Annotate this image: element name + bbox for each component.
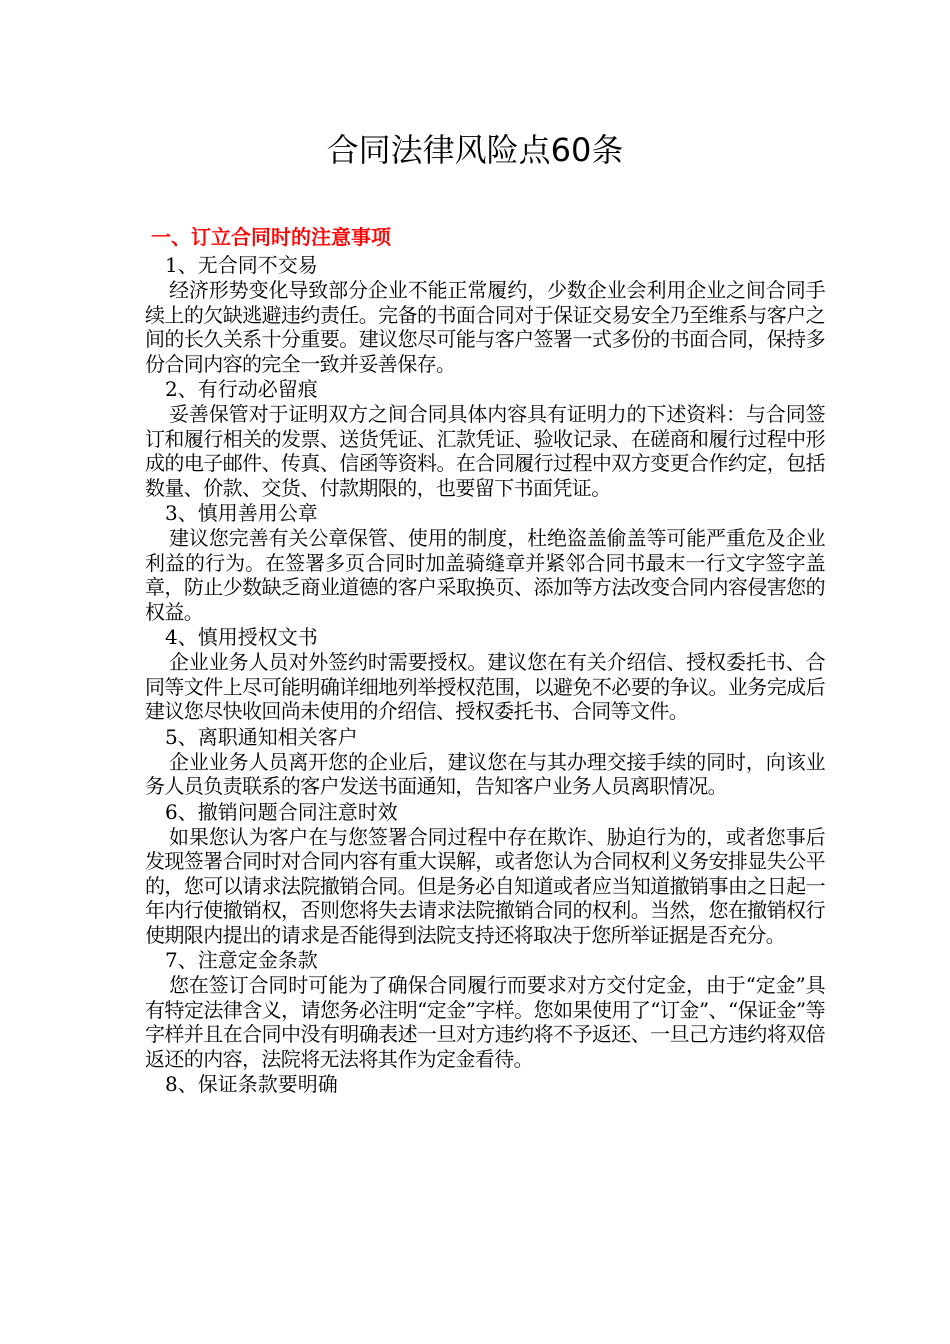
document-body — [145, 222, 825, 1097]
item-heading-5: 5、离职通知相关客户 — [165, 724, 358, 749]
section-heading: 一、订立合同时的注意事项 — [151, 225, 391, 249]
item-body-2: 妥善保管对于证明双方之间合同具体内容具有证明力的下述资料：与合同签订和履行相关的发票、送货凭证、汇款凭证、验收记录、在磋商和履行过程中形成的电子邮件、传真、信函等资料。在合同履行过程中双方变更合作约定，包括数量、价款、交货、付款期限的，也要留下书面凭证。 — [145, 402, 825, 500]
item-heading-4: 4、慎用授权文书 — [165, 625, 318, 649]
item-body-7: 您在签订合同时可能为了确保合同履行而要求对方交付定金，由于“定金”具有特定法律含义，请您务必注明“定金”字样。您如果使用了“订金”、“保证金”等字样并且在合同中没有明确表述一旦对方违约将不予返还、一旦己方违约将双倍返还的内容，法院将无法将其作为定金看待。 — [145, 973, 825, 1071]
item-heading-8: 8、保证条款要明确 — [165, 1072, 338, 1096]
item-body-5: 企业业务人员离开您的企业后，建议您在与其办理交接手续的同时，向该业务人员负责联系的客户发送书面通知，告知客户业务人员离职情况。 — [145, 749, 825, 798]
item-body-4: 企业业务人员对外签约时需要授权。建议您在有关介绍信、授权委托书、合同等文件上尽可能明确详细地列举授权范围，以避免不必要的争议。业务完成后建议您尽快收回尚未使用的介绍信、授权委托书、合同等文件。 — [145, 650, 825, 723]
item-body-1: 经济形势变化导致部分企业不能正常履约，少数企业会利用企业之间合同手续上的欠缺逃避违约责任。完备的书面合同对于保证交易安全乃至维系与客户之间的长久关系十分重要。建议您尽可能与客户签署一式多份的书面合同，保持多份合同内容的完全一致并妥善保存。 — [145, 278, 825, 376]
document-title: 合同法律风险点60条 — [326, 131, 624, 169]
item-heading-6: 6、撤销问题合同注意时效 — [165, 799, 398, 824]
item-body-6: 如果您认为客户在与您签署合同过程中存在欺诈、胁迫行为的，或者您事后发现签署合同时对合同内容有重大误解，或者您认为合同权利义务安排显失公平的，您可以请求法院撤销合同。但是务必自知道或者应当知道撤销事由之日起一年内行使撤销权，否则您将失去请求法院撤销合同的权利。当然，您在撤销权行使期限内提出的请求是否能得到法院支持还将取决于您所举证据是否充分。 — [145, 824, 825, 947]
item-heading-3: 3、慎用善用公章 — [165, 501, 318, 525]
item-heading-1: 1、无合同不交易 — [165, 253, 318, 277]
item-heading-7: 7、注意定金条款 — [165, 948, 318, 972]
item-heading-2: 2、有行动必留痕 — [165, 377, 318, 401]
item-body-3: 建议您完善有关公章保管、使用的制度，杜绝盗盖偷盖等可能严重危及企业利益的行为。在签署多页合同时加盖骑缝章并紧邻合同书最末一行文字签字盖章，防止少数缺乏商业道德的客户采取换页、添加等方法改变合同内容侵害您的权益。 — [145, 526, 825, 624]
